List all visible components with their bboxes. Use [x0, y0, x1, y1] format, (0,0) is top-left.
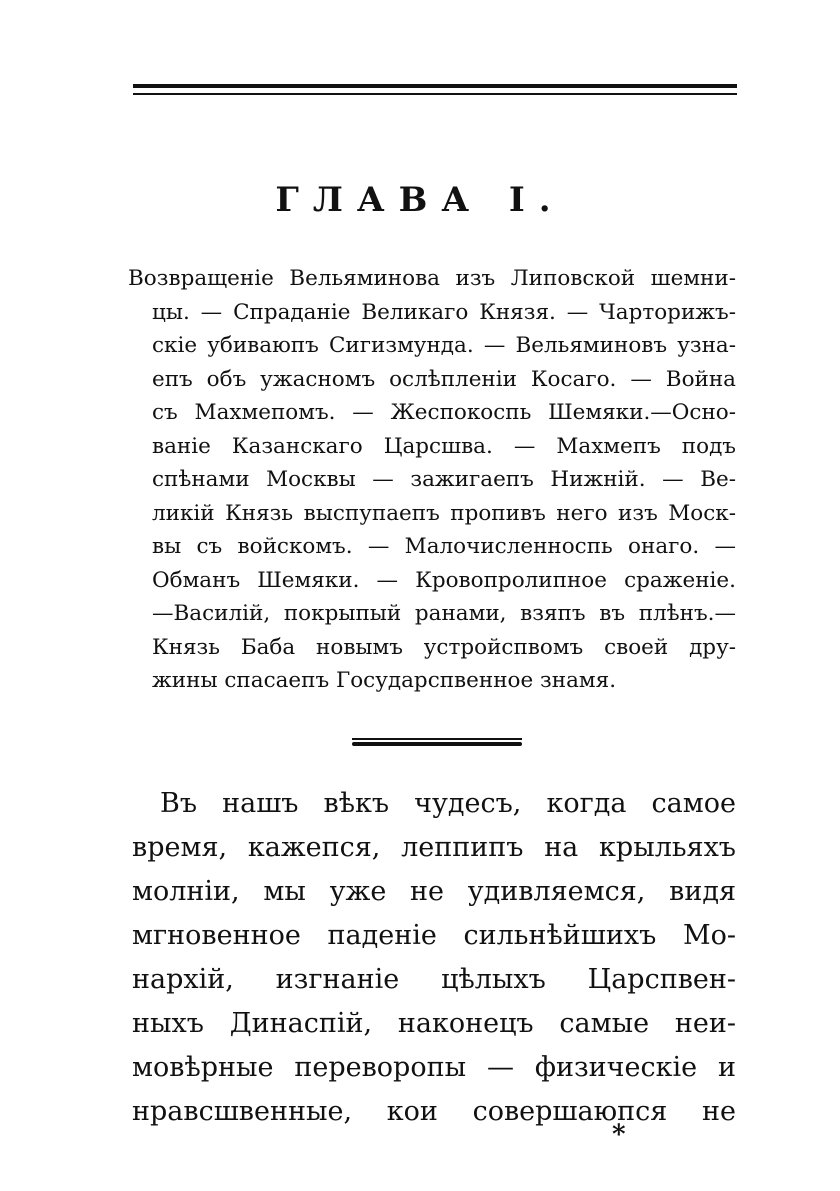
body-line: нархій, изгнаніе цѣлыхъ Царспвен- [132, 964, 736, 995]
body-line: мгновенное паденіе сильнѣйшихъ Мо- [132, 920, 736, 951]
body-line: Въ нашъ вѣкъ чудесъ, когда самое [160, 788, 736, 819]
body-paragraph [132, 782, 736, 1134]
summary-line: епъ объ ужасномъ ослѣпленіи Косаго. — Война [152, 366, 736, 392]
summary-line: Обманъ Шемяки. — Кровопролипное сраженіе. [152, 567, 736, 593]
chapter-title: ГЛАВА I. [275, 180, 565, 220]
body-line: молніи, мы уже не удивляемся, видя [132, 876, 736, 907]
body-line: мовѣрные переворопы — физическіе и [132, 1052, 736, 1083]
section-divider [352, 738, 522, 746]
summary-line: ликій Князь выспупаепъ пропивъ него изъ Моск- [152, 500, 736, 526]
summary-line: жины спасаепъ Государспвенное знамя. [152, 668, 617, 693]
body-line: время, кажепся, леппипъ на крыльяхъ [132, 832, 736, 863]
summary-line: съ Махмепомъ. — Жеспокоспь Шемяки.—Осно- [152, 400, 736, 425]
signature-mark: * [612, 1120, 626, 1150]
summary-line: скіе убиваюпъ Сигизмунда. — Вельяминовъ узна- [152, 333, 736, 358]
summary-line: Возвращеніе Вельяминова изъ Липовской шемни- [128, 266, 736, 291]
summary-line: Князь Баба новымъ устройспвомъ своей дру- [152, 634, 736, 660]
body-line: ныхъ Динаспій, наконецъ самые неи- [132, 1008, 736, 1039]
summary-line: вы съ войскомъ. — Малочисленноспь онаго. — [152, 534, 736, 559]
chapter-summary [128, 262, 736, 698]
body-line: нравсшвенные, кои совершаюпся не [132, 1096, 736, 1127]
summary-line: ваніе Казанскаго Царсшва. — Махмепъ подъ [152, 433, 736, 459]
summary-line: цы. — Спраданіе Великаго Князя. — Чарторижъ- [152, 299, 736, 325]
top-double-rule [133, 84, 737, 95]
summary-line: —Василій, покрыпый ранами, взяпъ въ плѣнъ.— [152, 601, 736, 626]
summary-line: спѣнами Москвы — зажигаепъ Нижній. — Ве- [152, 467, 736, 492]
